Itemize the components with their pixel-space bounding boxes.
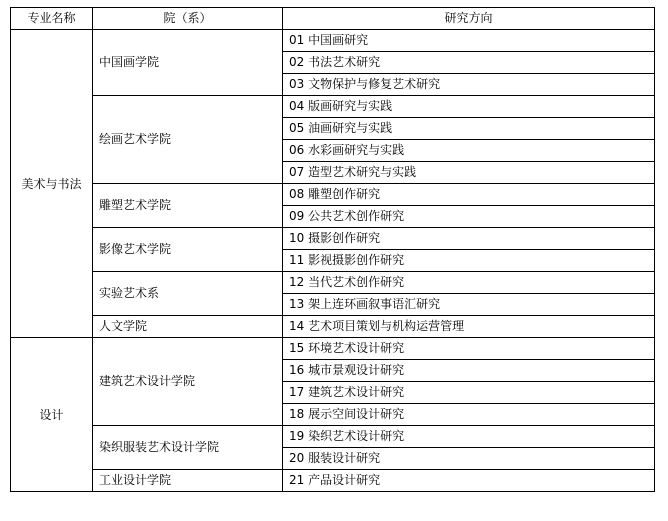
major-name-cell: 设计 [11, 338, 93, 492]
table-row [11, 426, 655, 448]
college-name-cell: 绘画艺术学院 [93, 96, 283, 184]
research-direction-cell: 02 书法艺术研究 [283, 52, 655, 74]
research-direction-cell: 17 建筑艺术设计研究 [283, 382, 655, 404]
table-row [11, 316, 655, 338]
college-name-cell: 工业设计学院 [93, 470, 283, 492]
research-direction-cell: 07 造型艺术研究与实践 [283, 162, 655, 184]
program-table [10, 7, 655, 492]
header-major: 专业名称 [11, 8, 93, 30]
table-row [11, 96, 655, 118]
table-row [11, 30, 655, 52]
table-row [11, 228, 655, 250]
table-row [11, 470, 655, 492]
college-name-cell: 染织服装艺术设计学院 [93, 426, 283, 470]
table-row [11, 272, 655, 294]
research-direction-cell: 15 环境艺术设计研究 [283, 338, 655, 360]
college-name-cell: 建筑艺术设计学院 [93, 338, 283, 426]
research-direction-cell: 04 版画研究与实践 [283, 96, 655, 118]
research-direction-cell: 11 影视摄影创作研究 [283, 250, 655, 272]
college-name-cell: 影像艺术学院 [93, 228, 283, 272]
program-table-container [10, 7, 655, 492]
research-direction-cell: 16 城市景观设计研究 [283, 360, 655, 382]
college-name-cell: 中国画学院 [93, 30, 283, 96]
table-row [11, 338, 655, 360]
research-direction-cell: 20 服装设计研究 [283, 448, 655, 470]
research-direction-cell: 03 文物保护与修复艺术研究 [283, 74, 655, 96]
table-body [11, 30, 655, 492]
header-row [11, 8, 655, 30]
research-direction-cell: 21 产品设计研究 [283, 470, 655, 492]
research-direction-cell: 01 中国画研究 [283, 30, 655, 52]
college-name-cell: 雕塑艺术学院 [93, 184, 283, 228]
research-direction-cell: 14 艺术项目策划与机构运营管理 [283, 316, 655, 338]
research-direction-cell: 18 展示空间设计研究 [283, 404, 655, 426]
research-direction-cell: 09 公共艺术创作研究 [283, 206, 655, 228]
research-direction-cell: 06 水彩画研究与实践 [283, 140, 655, 162]
major-name-cell: 美术与书法 [11, 30, 93, 338]
research-direction-cell: 10 摄影创作研究 [283, 228, 655, 250]
research-direction-cell: 19 染织艺术设计研究 [283, 426, 655, 448]
table-row [11, 184, 655, 206]
research-direction-cell: 12 当代艺术创作研究 [283, 272, 655, 294]
header-college: 院（系） [93, 8, 283, 30]
research-direction-cell: 05 油画研究与实践 [283, 118, 655, 140]
research-direction-cell: 13 架上连环画叙事语汇研究 [283, 294, 655, 316]
college-name-cell: 实验艺术系 [93, 272, 283, 316]
header-direction: 研究方向 [283, 8, 655, 30]
research-direction-cell: 08 雕塑创作研究 [283, 184, 655, 206]
college-name-cell: 人文学院 [93, 316, 283, 338]
